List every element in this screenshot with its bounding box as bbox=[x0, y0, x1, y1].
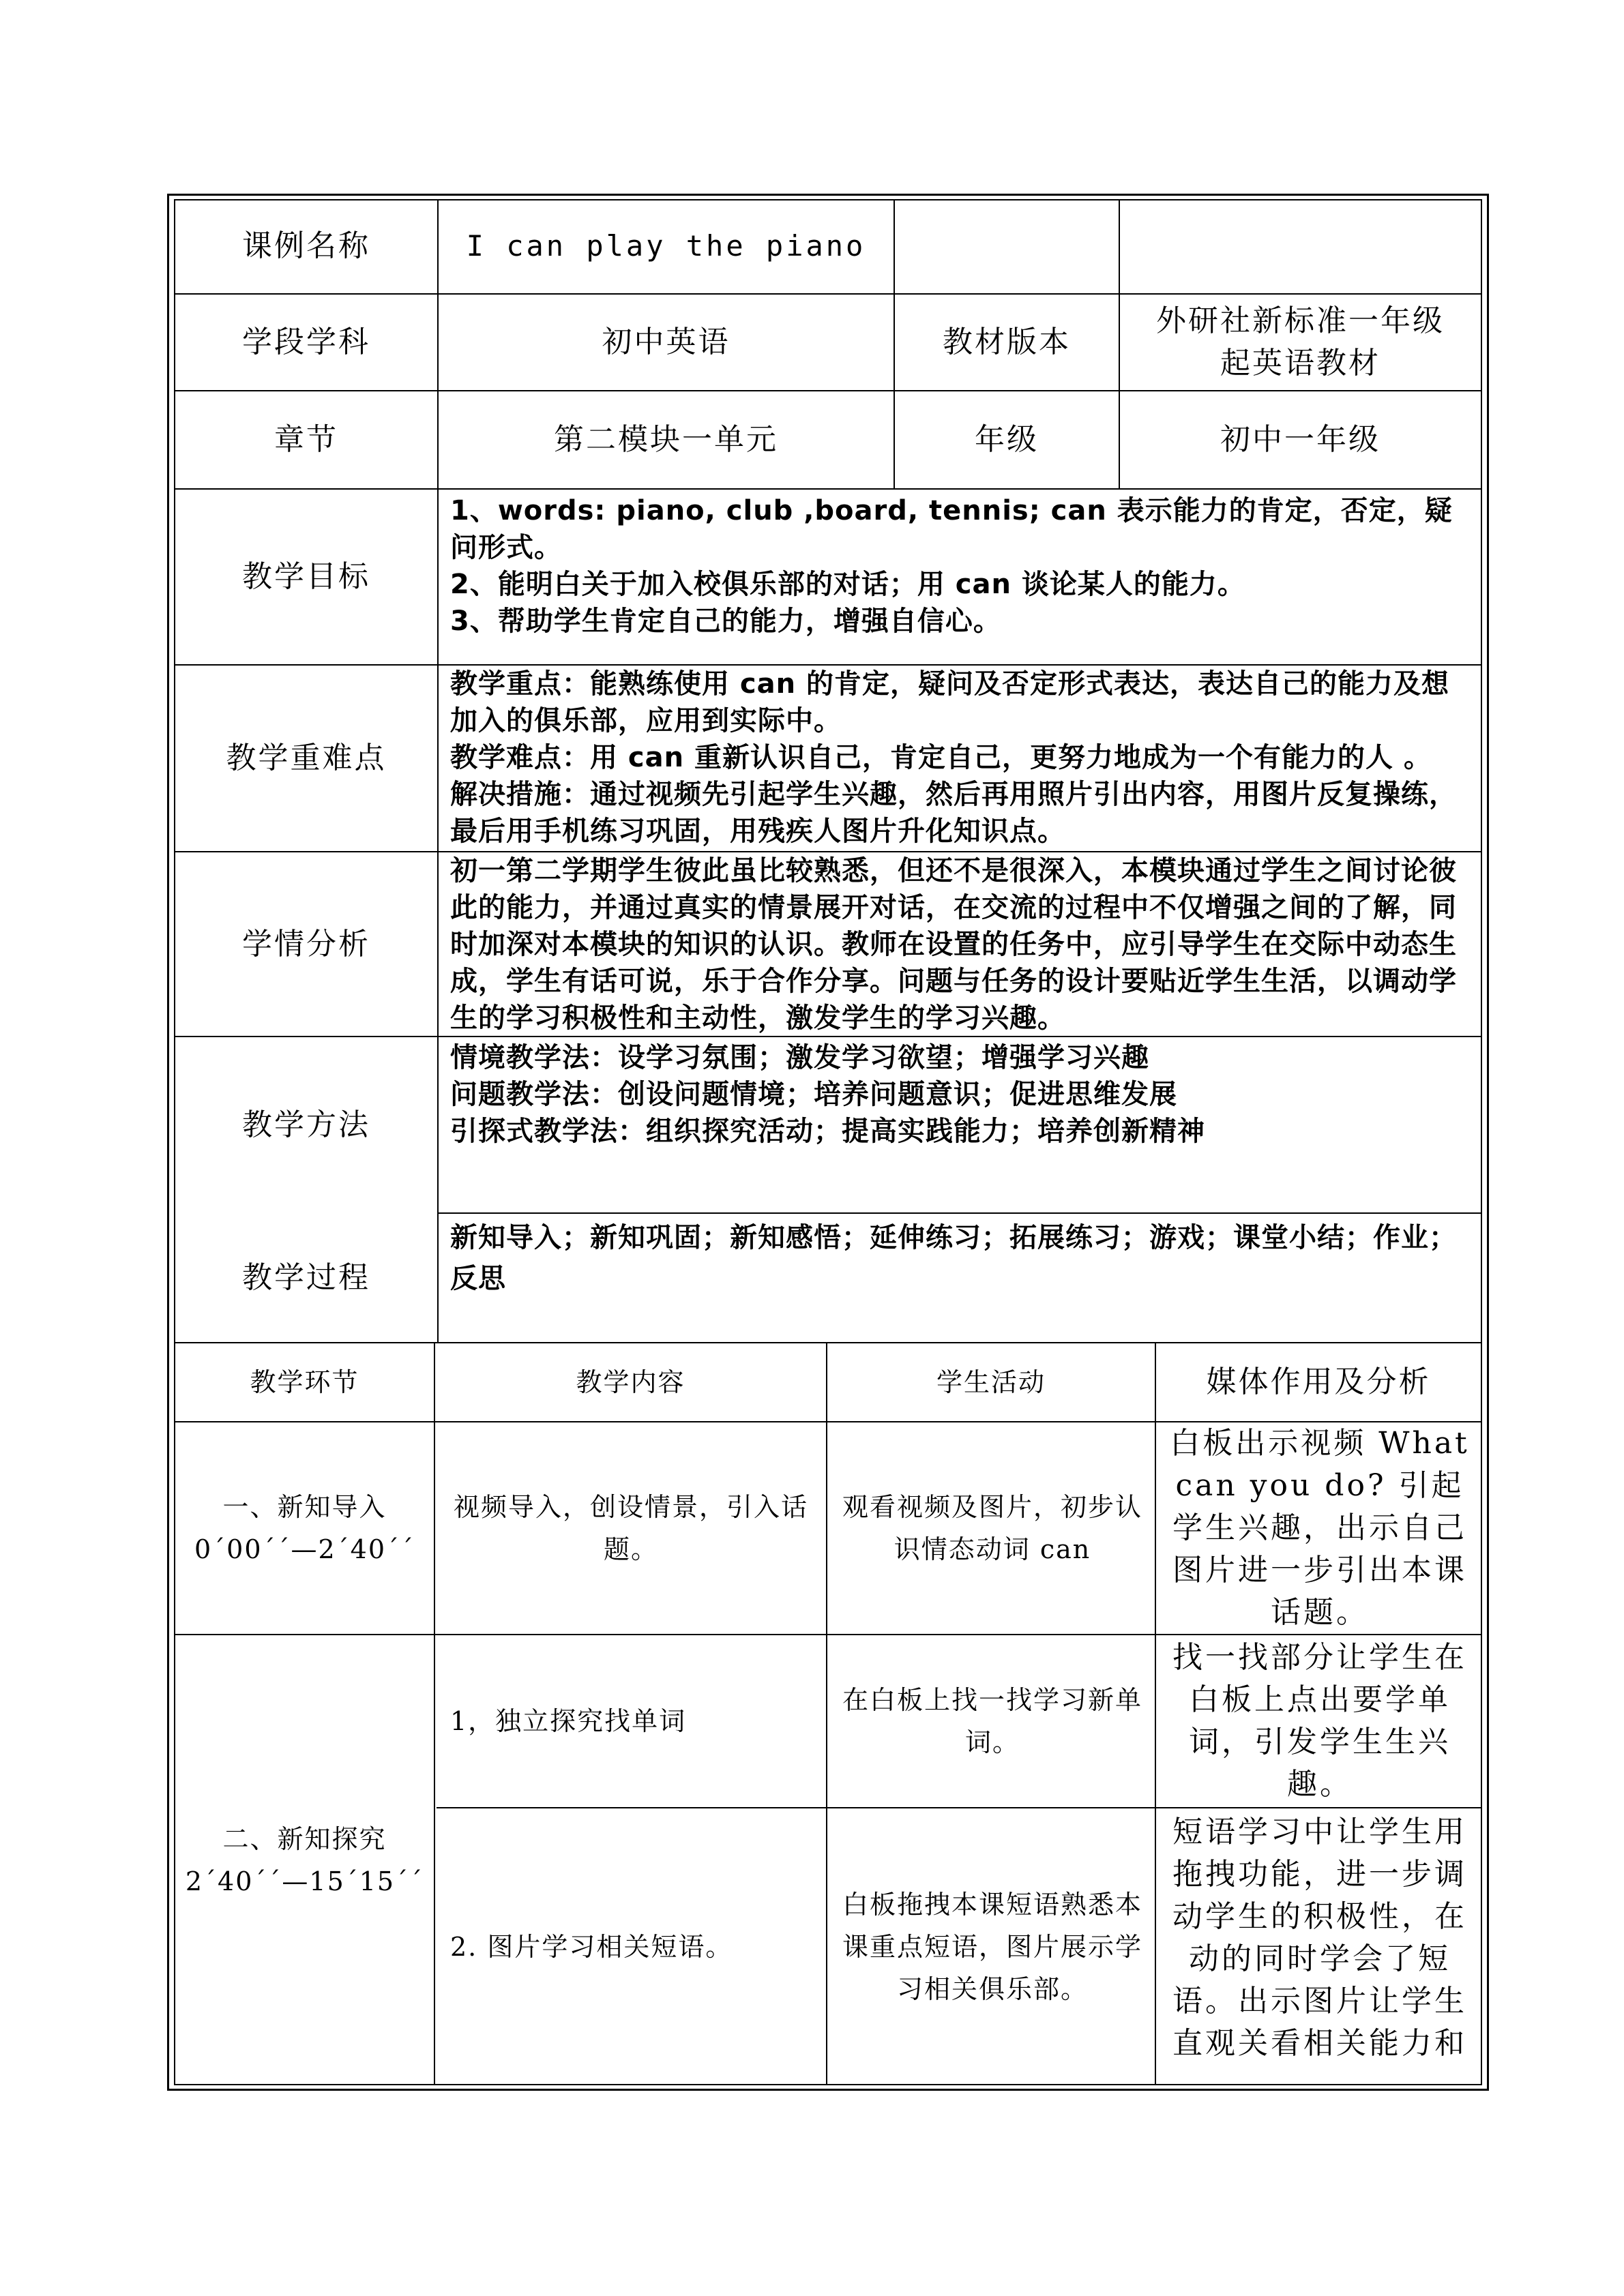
stage-subject-value: 初中英语 bbox=[602, 325, 730, 359]
stage-time: 0´00´´—2´40´´ bbox=[194, 1534, 415, 1564]
edition-label: 教材版本 bbox=[943, 325, 1071, 359]
stage-row-1-content: 视频导入，创设情景，引入话题。 bbox=[453, 1492, 808, 1564]
objective-line: 3、帮助学生肯定自己的能力，增强自信心。 bbox=[450, 606, 1001, 637]
method-line: 情境教学法：设学习氛围；激发学习欲望；增强学习兴趣 bbox=[450, 1042, 1149, 1073]
process-content: 新知导入；新知巩固；新知感悟；延伸练习；拓展练习；游戏；课堂小结；作业；反思 bbox=[450, 1222, 1457, 1294]
key-points-label: 教学重难点 bbox=[226, 741, 387, 775]
stage-row-2b-content: 2. 图片学习相关短语。 bbox=[450, 1932, 733, 1962]
stage-row-2a-media: 找一找部分让学生在白板上点出要学单词，引发学生生兴趣。 bbox=[1172, 1640, 1467, 1802]
methods-content bbox=[450, 1039, 1473, 1150]
grade-value: 初中一年级 bbox=[1220, 422, 1381, 457]
key-points-content bbox=[450, 666, 1473, 850]
stage-subject-label: 学段学科 bbox=[242, 325, 370, 359]
stage-row-1-media: 白板出示视频 What can you do? 引起学生兴趣，出示自己图片进一步引出本课话题。 bbox=[1170, 1426, 1470, 1630]
chapter-label: 章节 bbox=[274, 422, 338, 457]
header-media: 媒体作用及分析 bbox=[1206, 1365, 1431, 1399]
header-content: 教学内容 bbox=[576, 1367, 685, 1397]
stage-name: 二、新知探究 bbox=[222, 1824, 387, 1854]
header-stage: 教学环节 bbox=[250, 1367, 359, 1397]
objective-line: 2、能明白关于加入校俱乐部的对话；用 can 谈论某人的能力。 bbox=[450, 569, 1245, 600]
method-line: 问题教学法：创设问题情境；培养问题意识；促进思维发展 bbox=[450, 1079, 1177, 1110]
course-name-label: 课例名称 bbox=[242, 228, 370, 263]
analysis-content: 初一第二学期学生彼此虽比较熟悉，但还不是很深入，本模块通过学生之间讨论彼此的能力，并通过真实的情景展开对话，在交流的过程中不仅增强之间的了解，同时加深对本模块的知识的认识。教师在设置的任务中，应引导学生在交际中动态生成，学生有话可说，乐于合作分享。问题与任务的设计要贴近学生生活，以调动学生的学习积极性和主动性，激发学生的学习兴趣。 bbox=[450, 855, 1457, 1034]
key-point-line: 解决措施：通过视频先引起学生兴趣，然后再用照片引出内容，用图片反复操练，最后用手机练习巩固，用残疾人图片升化知识点。 bbox=[450, 779, 1457, 847]
objectives-content bbox=[450, 492, 1473, 640]
method-line: 引探式教学法：组织探究活动；提高实践能力；培养创新精神 bbox=[450, 1116, 1205, 1147]
methods-label: 教学方法 bbox=[242, 1107, 370, 1142]
analysis-label: 学情分析 bbox=[242, 926, 370, 961]
objective-line: 1、words: piano, club ,board, tennis; can 表示能力的肯定，否定，疑问形式。 bbox=[450, 495, 1453, 563]
grade-label: 年级 bbox=[975, 422, 1039, 457]
chapter-value: 第二模块一单元 bbox=[554, 422, 778, 457]
process-label: 教学过程 bbox=[242, 1260, 370, 1295]
stage-row-1-stage bbox=[175, 1422, 434, 1634]
stage-row-1-activity: 观看视频及图片，初步认识情态动词 can bbox=[842, 1492, 1143, 1564]
stage-row-2a-activity: 在白板上找一找学习新单词。 bbox=[842, 1685, 1143, 1757]
objectives-label: 教学目标 bbox=[242, 559, 370, 594]
stage-time: 2´40´´—15´15´´ bbox=[185, 1866, 424, 1896]
stage-row-2-stage bbox=[175, 1635, 434, 2085]
stage-row-2b-media: 短语学习中让学生用拖拽功能，进一步调动学生的积极性，在动的同时学会了短语。出示图片让学生直观关看相关能力和 bbox=[1172, 1815, 1467, 2061]
stage-name: 一、新知导入 bbox=[222, 1492, 387, 1522]
course-name-value: I can play the piano bbox=[466, 229, 866, 263]
key-point-line: 教学难点：用 can 重新认识自己，肯定自己，更努力地成为一个有能力的人 。 bbox=[450, 742, 1432, 773]
stage-row-2b-activity: 白板拖拽本课短语熟悉本课重点短语，图片展示学习相关俱乐部。 bbox=[842, 1890, 1143, 2004]
header-activity: 学生活动 bbox=[936, 1367, 1046, 1397]
edition-value: 外研社新标准一年级起英语教材 bbox=[1156, 303, 1445, 381]
key-point-line: 教学重点：能熟练使用 can 的肯定，疑问及否定形式表达，表达自己的能力及想加入的俱乐部，应用到实际中。 bbox=[450, 668, 1450, 736]
stage-row-2a-content: 1，独立探究找单词 bbox=[450, 1706, 687, 1736]
